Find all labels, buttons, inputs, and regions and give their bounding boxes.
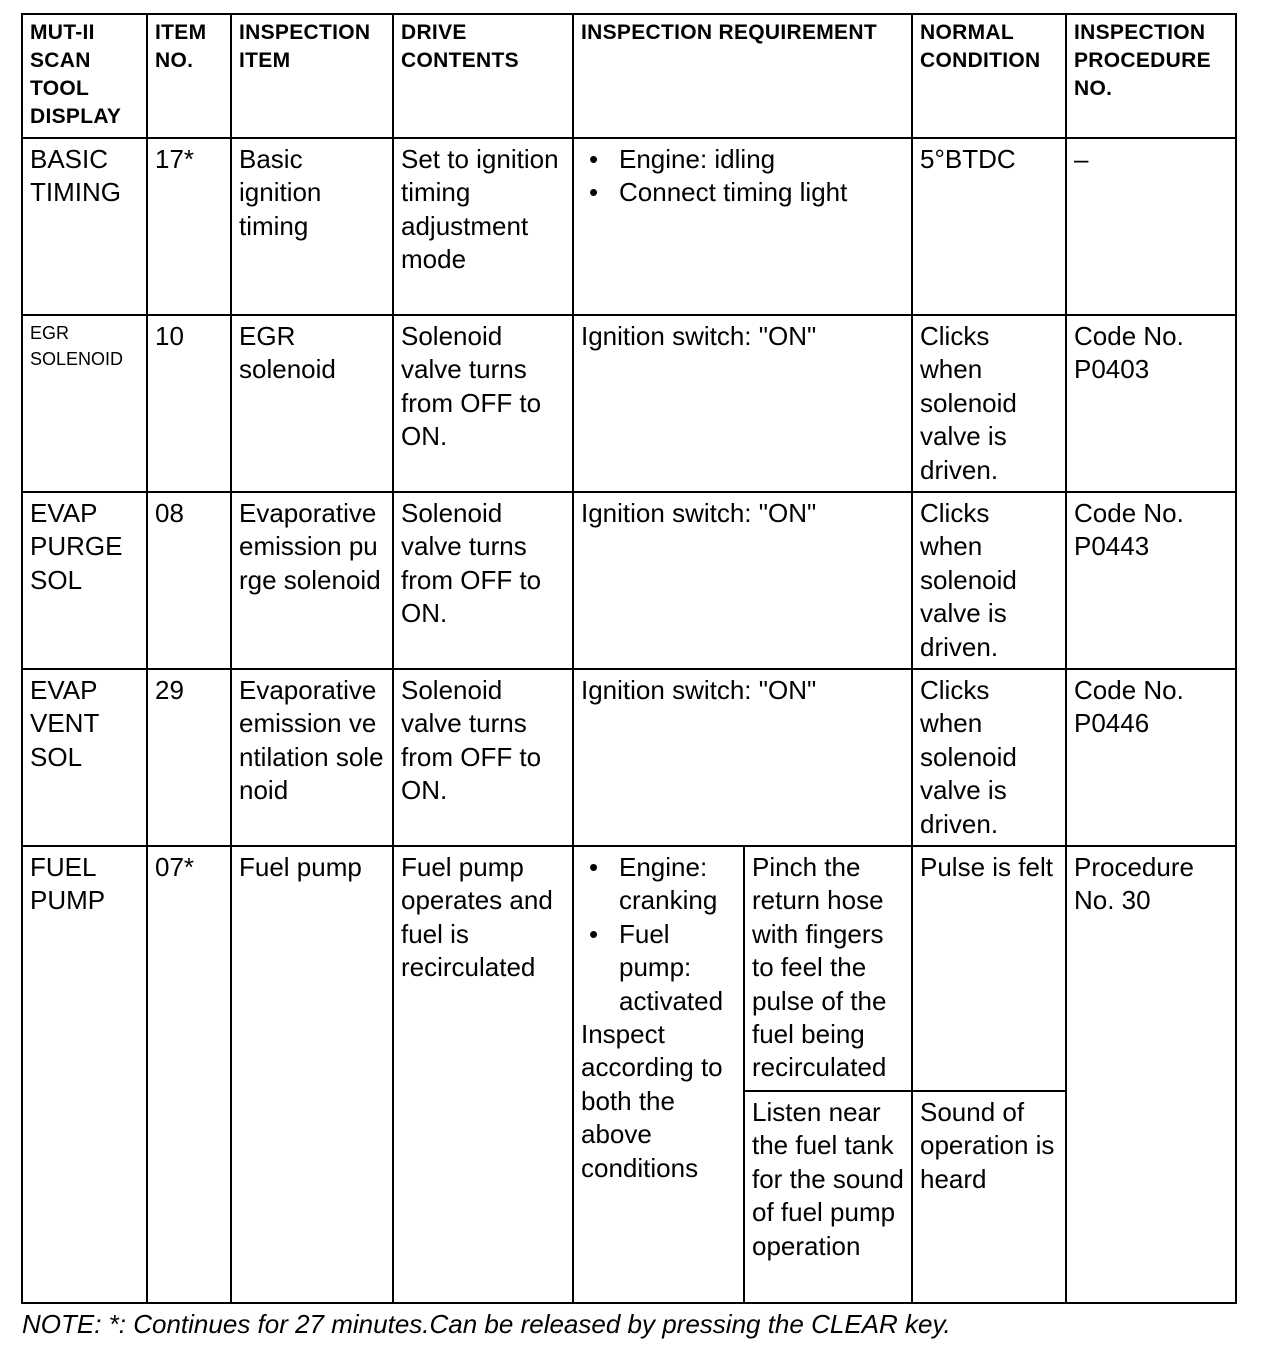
cell-drive-contents: Solenoid valve turns from OFF to ON. [393, 315, 573, 492]
cell-display: BASIC TIMING [22, 138, 147, 315]
cell-normal-condition: Pulse is felt [912, 846, 1066, 1091]
cell-drive-contents: Solenoid valve turns from OFF to ON. [393, 669, 573, 846]
cell-procedure-no: Code No. P0446 [1066, 669, 1236, 846]
table-row [22, 669, 1236, 846]
cell-item-no: 08 [147, 492, 231, 669]
requirement-item: • Connect timing light [619, 176, 904, 209]
header-item-no: ITEM NO. [147, 14, 231, 138]
cell-inspection-requirement: Ignition switch: "ON" [573, 669, 912, 846]
header-display: MUT-II SCAN TOOL DISPLAY [22, 14, 147, 138]
header-inspection-requirement: INSPECTION REQUIREMENT [573, 14, 912, 138]
cell-procedure-no: Code No. P0443 [1066, 492, 1236, 669]
cell-procedure-no: – [1066, 138, 1236, 315]
header-row [22, 14, 1236, 138]
cell-display: EVAP PURGE SOL [22, 492, 147, 669]
inspection-table [21, 13, 1237, 1304]
table-row [22, 315, 1236, 492]
requirement-list [581, 851, 736, 1018]
cell-inspection-item: Fuel pump [231, 846, 393, 1303]
cell-inspection-item: Basic ignition timing [231, 138, 393, 315]
cell-inspection-requirement: Ignition switch: "ON" [573, 492, 912, 669]
cell-item-no: 29 [147, 669, 231, 846]
cell-item-no: 17* [147, 138, 231, 315]
requirement-item: • Engine: cranking [619, 851, 736, 918]
cell-inspection-item: Evaporative emission ventilation solenoid [231, 669, 393, 846]
footnote: NOTE: *: Continues for 27 minutes.Can be released by pressing the CLEAR key. [22, 1309, 951, 1339]
table-row [22, 138, 1236, 315]
requirement-note: Inspect according to both the above conditions [581, 1019, 723, 1183]
cell-normal-condition: Clicks when solenoid valve is driven. [912, 669, 1066, 846]
header-procedure-no: INSPECTION PROCEDURE NO. [1066, 14, 1236, 138]
header-drive-contents: DRIVE CONTENTS [393, 14, 573, 138]
cell-drive-contents: Fuel pump operates and fuel is recirculated [393, 846, 573, 1303]
cell-item-no: 10 [147, 315, 231, 492]
header-inspection-item: INSPECTION ITEM [231, 14, 393, 138]
requirement-list [581, 143, 904, 210]
cell-normal-condition: 5°BTDC [912, 138, 1066, 315]
requirement-item: • Fuel pump: activated [619, 918, 736, 1018]
header-normal-condition: NORMAL CONDITION [912, 14, 1066, 138]
cell-display: EGR SOLENOID [22, 315, 147, 492]
table-row [22, 846, 1236, 1091]
cell-procedure-no: Code No. P0403 [1066, 315, 1236, 492]
cell-inspection-requirement [573, 846, 744, 1303]
cell-drive-contents: Solenoid valve turns from OFF to ON. [393, 492, 573, 669]
cell-item-no: 07* [147, 846, 231, 1303]
cell-inspection-item: Evaporative emission purge solenoid [231, 492, 393, 669]
cell-drive-contents: Set to ignition timing adjustment mode [393, 138, 573, 315]
cell-display: FUEL PUMP [22, 846, 147, 1303]
requirement-item: • Engine: idling [619, 143, 904, 176]
cell-sub-requirement: Listen near the fuel tank for the sound of fuel pump operation [744, 1091, 912, 1303]
cell-display: EVAP VENT SOL [22, 669, 147, 846]
cell-normal-condition: Sound of operation is heard [912, 1091, 1066, 1303]
cell-procedure-no: Procedure No. 30 [1066, 846, 1236, 1303]
cell-sub-requirement: Pinch the return hose with fingers to feel the pulse of the fuel being recirculated [744, 846, 912, 1091]
cell-inspection-requirement: Ignition switch: "ON" [573, 315, 912, 492]
cell-inspection-item: EGR solenoid [231, 315, 393, 492]
cell-inspection-requirement [573, 138, 912, 315]
cell-normal-condition: Clicks when solenoid valve is driven. [912, 315, 1066, 492]
table-row [22, 492, 1236, 669]
cell-normal-condition: Clicks when solenoid valve is driven. [912, 492, 1066, 669]
